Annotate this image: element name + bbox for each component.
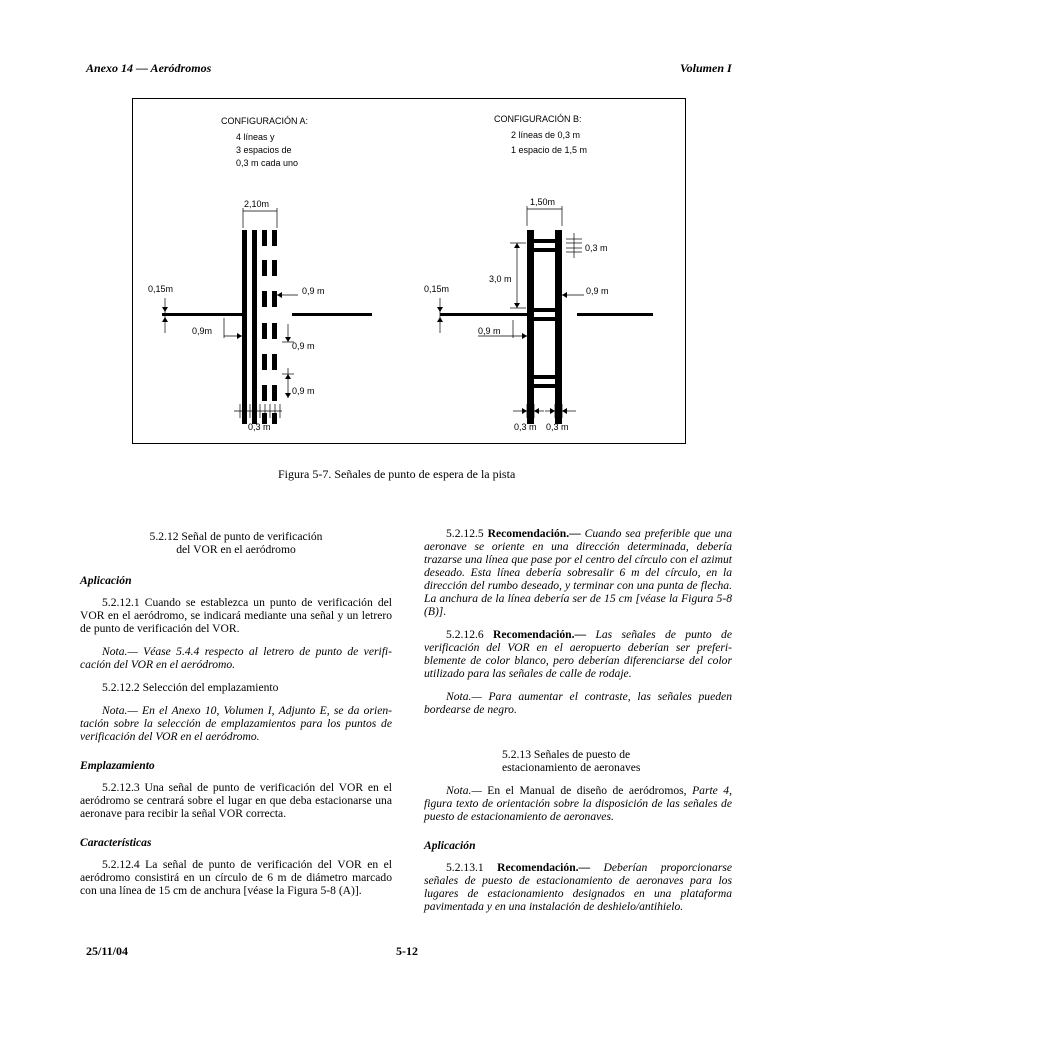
config-a-line: 0,3 m cada uno — [236, 158, 299, 168]
subheading-aplicacion: Aplicación — [80, 574, 132, 587]
note: Nota.— Para aumentar el contraste, las señales pueden bordearse de negro. — [424, 690, 732, 716]
dim-a-side: 0,15m — [148, 284, 174, 294]
dim-b-bottom2: 0,3 m — [546, 422, 569, 432]
left-column — [80, 530, 392, 897]
running-header-left: Anexo 14 — Aeródromos — [86, 61, 212, 75]
section-heading: del VOR en el aeródromo — [176, 543, 296, 556]
paragraph: 5.2.12.1 Cuando se establezca un punto de verificación del VOR en el aeródromo, se indicará mediante una señal y un letrero de punto de verificación del VOR. — [80, 596, 392, 635]
dim-b-left: 0,9 m — [478, 326, 501, 336]
paragraph: 5.2.12.5 Recomendación.— Cuando sea preferible que una aeronave se oriente en una dirección determinada, debería trazarse una línea que pase por el centro del círculo con el azimut deseado. Esta línea debería sobresalir 6 m del círculo, en la dirección del rumbo deseado, y terminar con una punta de flecha. La anchura de la línea debería ser de 15 cm [véase la Figura 5-8 (B)]. — [424, 527, 733, 618]
config-b-title: CONFIGURACIÓN B: — [494, 114, 582, 124]
footer-date: 25/11/04 — [86, 944, 129, 958]
paragraph: 5.2.12.6 Recomendación.— Las señales de punto de verificación del VOR en el aeropuerto deberían ser preferi-blemente de color blanco, pero deberían diferenciarse del color utilizado para las señales de calle de rodaje. — [424, 628, 732, 680]
dim-a-gap2: 0,9 m — [292, 386, 315, 396]
config-b-marking — [424, 197, 653, 432]
config-a-line: 4 líneas y — [236, 132, 275, 142]
dim-a-width: 2,10m — [244, 199, 270, 209]
dim-a-bottom: 0,3 m — [248, 422, 271, 432]
section-heading: 5.2.13 Señales de puesto de estacionamiento de aeronaves — [502, 748, 641, 774]
figure-frame — [133, 99, 686, 444]
subheading-aplicacion: Aplicación — [424, 839, 476, 852]
section-heading: 5.2.12 Señal de punto de verificación — [149, 530, 323, 543]
paragraph: 5.2.13.1 Recomendación.— Deberían proporcionarse señales de puesto de estacionamiento de aeronaves para los lugares de estacionamiento designados en una plataforma pavimentada y en una instalación de deshielo/antihielo. — [424, 861, 732, 913]
subheading-caracteristicas: Características — [80, 836, 152, 849]
dim-a-left: 0,9m — [192, 326, 213, 336]
dim-b-top: 0,3 m — [585, 243, 608, 253]
dim-b-width: 1,50m — [530, 197, 556, 207]
dim-b-side: 0,15m — [424, 284, 450, 294]
paragraph: 5.2.12.3 Una señal de punto de verificación del VOR en el aeródromo se centrará sobre el lugar en que deba estacionarse una aeronave para recibir la señal VOR correcta. — [80, 781, 392, 820]
paragraph: 5.2.12.2 Selección del emplazamiento — [102, 681, 279, 694]
dim-b-bottom1: 0,3 m — [514, 422, 537, 432]
note: Nota.— Véase 5.4.4 respecto al letrero de punto de verifi-cación del VOR en el aeródromo. — [80, 645, 392, 671]
right-column — [424, 527, 732, 913]
subheading-emplazamiento: Emplazamiento — [80, 759, 155, 772]
config-b-line: 1 espacio de 1,5 m — [511, 145, 588, 155]
dim-a-right: 0,9 m — [302, 286, 325, 296]
config-a-title: CONFIGURACIÓN A: — [221, 116, 309, 126]
dim-a-gap1: 0,9 m — [292, 341, 315, 351]
dim-b-height: 3,0 m — [489, 274, 512, 284]
note: Nota.— En el Manual de diseño de aeródromos, Parte 4, figura texto de orientación sobre la disposición de las señales de puesto de estacionamiento de aeronaves. — [424, 784, 732, 823]
note: Nota.— En el Anexo 10, Volumen I, Adjunto E, se da orien-tación sobre la selección de emplazamientos para los puntos de verificación del VOR en el aeródromo. — [80, 704, 392, 743]
config-a-marking — [148, 199, 372, 432]
running-header-right: Volumen I — [680, 61, 732, 75]
page-number: 5-12 — [396, 944, 418, 958]
config-a-line: 3 espacios de — [236, 145, 292, 155]
dim-b-right: 0,9 m — [586, 286, 609, 296]
figure-caption: Figura 5-7. Señales de punto de espera de la pista — [278, 467, 516, 481]
config-b-line: 2 líneas de 0,3 m — [511, 130, 581, 140]
paragraph: 5.2.12.4 La señal de punto de verificación del VOR en el aeródromo consistirá en un círculo de 6 m de diámetro marcado con una línea de 15 cm de anchura [véase la Figura 5-8 (A)]. — [80, 858, 392, 897]
figure-runway-holding-markings — [132, 98, 686, 444]
